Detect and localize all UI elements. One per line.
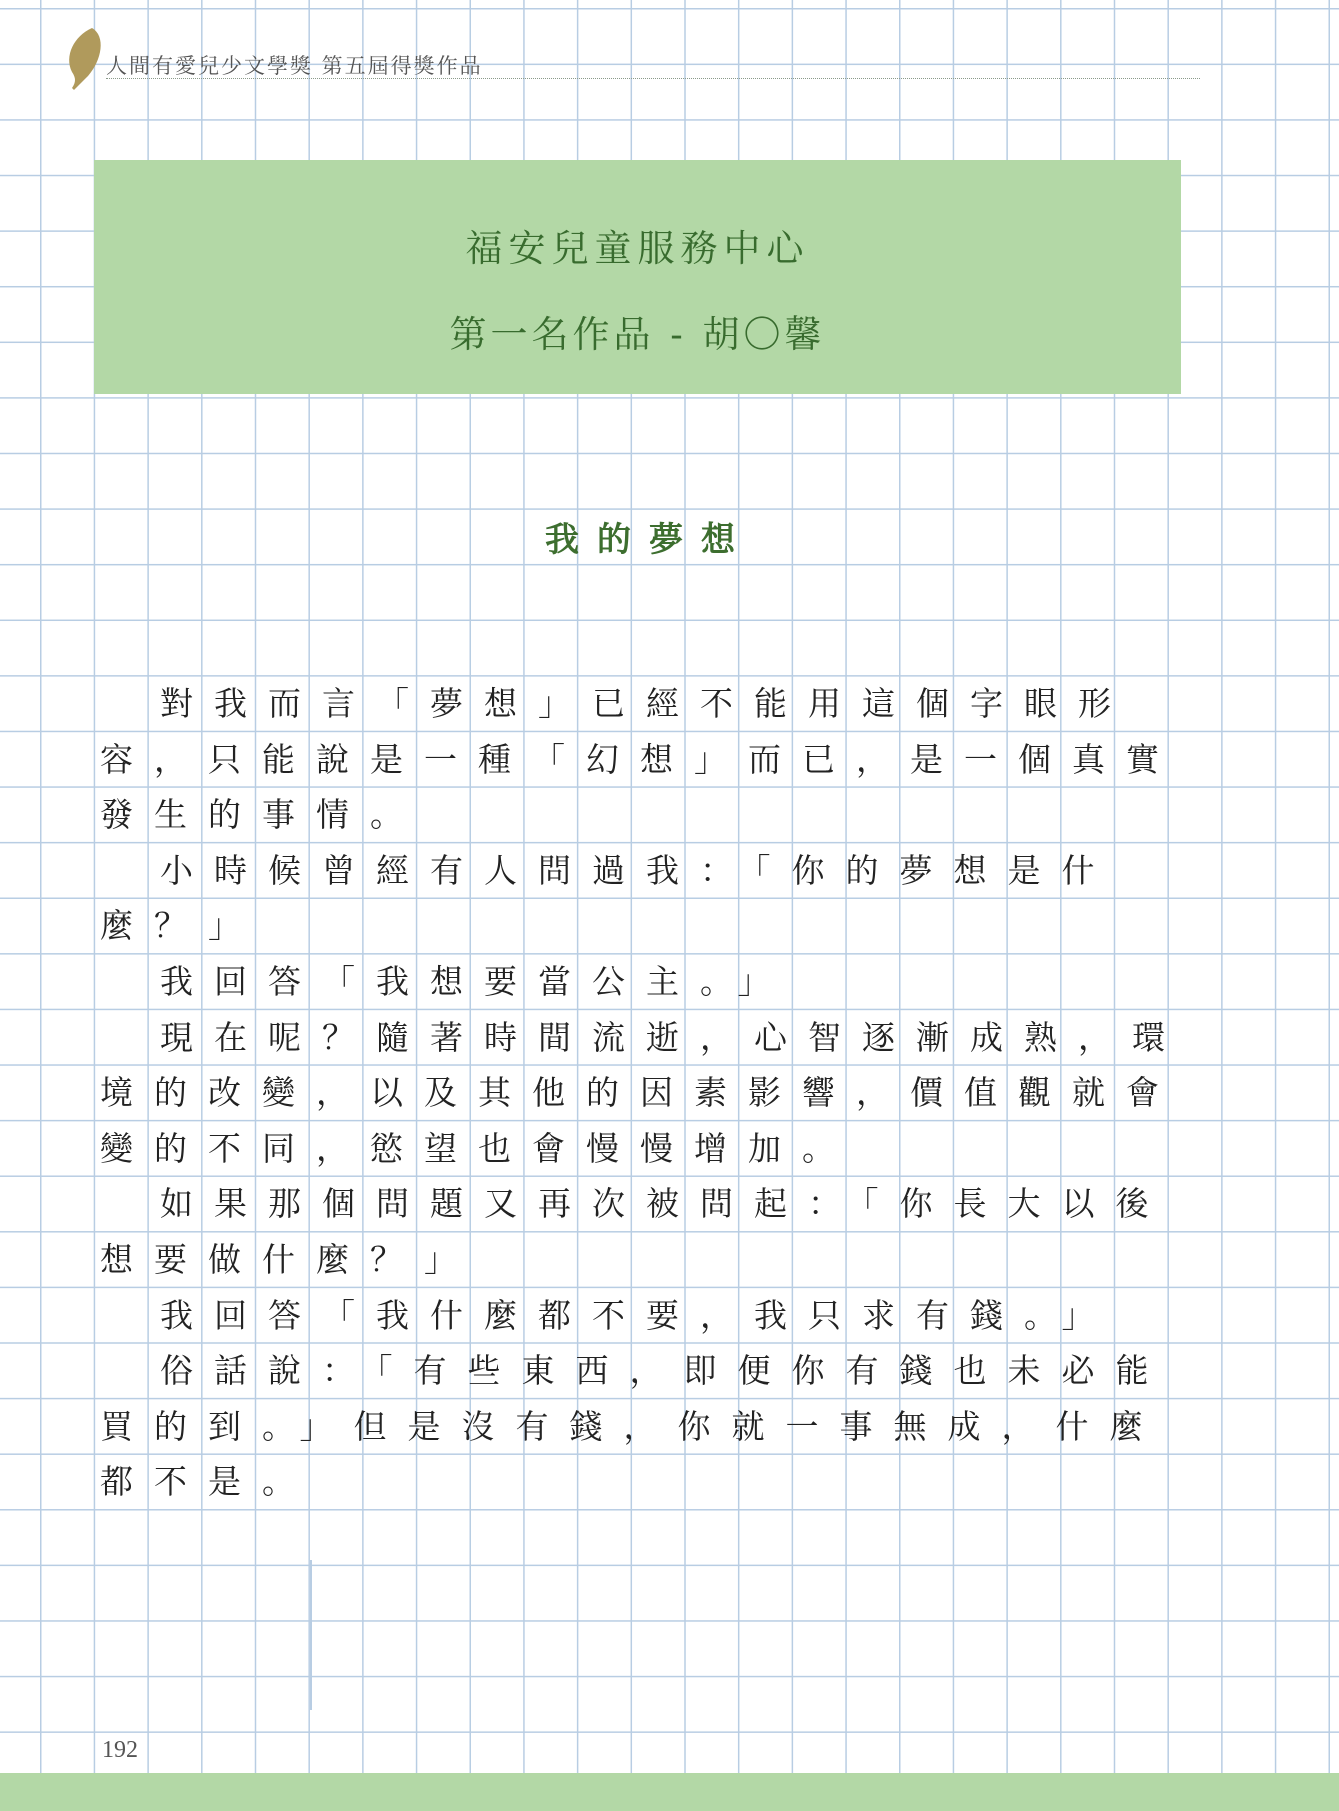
essay-line: 小時候曾經有人問過我：「你的夢想是什 <box>160 850 1116 890</box>
essay-title-text: 我的夢想 <box>545 520 753 560</box>
essay-line: 如果那個問題又再次被問起：「你長大以後 <box>160 1184 1170 1224</box>
essay-line: 變的不同，慾望也會慢慢增加。 <box>100 1128 856 1168</box>
essay-line: 我回答「我什麼都不要，我只求有錢。」 <box>160 1295 1116 1335</box>
running-title: 人間有愛兒少文學獎 第五屆得獎作品 <box>106 54 483 78</box>
essay-line: 容，只能說是一種「幻想」而已，是一個真實 <box>100 739 1180 779</box>
footer-bar <box>0 1773 1339 1811</box>
essay-line: 想要做什麼？」 <box>100 1239 478 1279</box>
essay-line: 俗話說：「有些東西，即便你有錢也未必能 <box>160 1351 1170 1391</box>
essay-title <box>0 512 1280 561</box>
essay-line: 麼？」 <box>100 906 262 946</box>
essay-line: 對我而言「夢想」已經不能用這個字眼形 <box>160 684 1132 723</box>
header-dotted-rule <box>106 78 1200 79</box>
organization-title: 福安兒童服務中心 <box>465 227 810 270</box>
leaf-icon <box>62 26 108 90</box>
essay-line: 買的到。」但是沒有錢，你就一事無成，什麼 <box>100 1406 1164 1446</box>
running-header <box>62 26 1200 90</box>
essay-line: 現在呢？隨著時間流逝，心智逐漸成熟，環 <box>160 1017 1186 1057</box>
title-box <box>94 160 1181 394</box>
essay-line: 境的改變，以及其他的因素影響，價值觀就會 <box>100 1073 1180 1113</box>
grid-margin-line <box>310 1560 312 1710</box>
essay-line: 都不是。 <box>100 1462 316 1502</box>
page-number: 192 <box>102 1737 138 1763</box>
essay-body <box>100 676 1190 1510</box>
essay-line: 發生的事情。 <box>100 795 424 835</box>
award-title: 第一名作品 - 胡〇馨 <box>449 313 826 356</box>
essay-line: 我回答「我想要當公主。」 <box>160 961 792 1001</box>
